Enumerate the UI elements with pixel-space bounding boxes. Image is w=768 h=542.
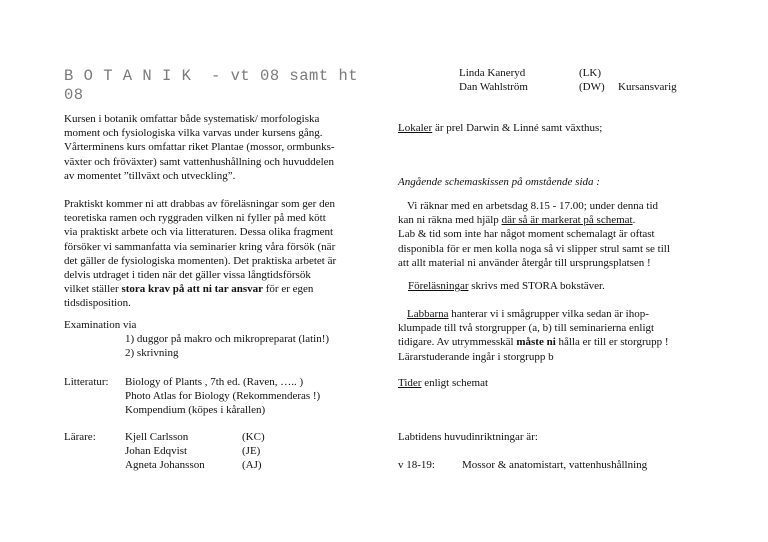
workday-paragraph — [398, 199, 718, 270]
times-line — [398, 376, 488, 390]
teacher-name: Kjell Carlsson — [125, 431, 189, 443]
method-line: delvis utdraget i tiden när det gäller vissa långtidsförsök — [64, 269, 311, 282]
literature-label: Litteratur: — [64, 376, 109, 388]
schedule-heading: Angående schemaskissen på omstående sida : — [398, 176, 600, 188]
lectures-text: skrivs med STORA bokstäver. — [468, 280, 605, 292]
method-text: för er egen — [263, 283, 314, 296]
week-label: v 18-19: — [398, 459, 435, 471]
staff-abbr: (LK) — [579, 67, 601, 79]
workday-line: att allt material ni använder återgår till ursprungsplatsen ! — [398, 256, 651, 269]
lectures-line — [408, 279, 605, 293]
must-emphasis: måste ni — [516, 336, 556, 349]
lectures-label: Föreläsningar — [408, 280, 469, 292]
workday-line: Lab & tid som inte har något moment schemalagt är oftast — [398, 228, 655, 241]
teacher-name: Johan Edqvist — [125, 445, 188, 457]
staff-role: Kursansvarig — [618, 81, 677, 93]
method-line: teoretiska ramen och ryggraden vilken ni fyller på med kött — [64, 212, 326, 225]
intro-line: växter och fröväxter) samt vattenhushållning och huvuddelen — [64, 155, 335, 168]
staff-abbr: (DW) — [579, 81, 605, 93]
method-line: via praktiskt arbete och via litteraturen. Dessa olika fragment — [64, 226, 334, 239]
responsibility-emphasis: stora krav på att ni tar ansvar — [121, 283, 264, 296]
literature-item: Biology of Plants , 7th ed. (Raven, ….. ) — [125, 376, 304, 388]
labs-label: Labbarna — [407, 308, 449, 320]
teachers-label: Lärare: — [64, 431, 96, 443]
workday-line: Vi räknar med en arbetsdag 8.15 - 17.00; under denna tid — [407, 200, 659, 212]
intro-line: Kursen i botanik omfattar både systematisk/ morfologiska — [64, 113, 320, 125]
intro-line: Vårterminens kurs omfattar riket Plantae (mossor, ormbunks- — [64, 141, 335, 154]
schedule-marked-emphasis: där så är markerat på schemat — [501, 214, 633, 227]
week-text: Mossor & anatomistart, vattenhushållning — [462, 459, 648, 471]
workday-text: . — [632, 214, 636, 227]
labs-paragraph — [398, 307, 718, 364]
staff-name: Linda Kaneryd — [459, 67, 526, 79]
method-line: Praktiskt kommer ni att drabbas av föreläsningar som ger den — [64, 198, 335, 210]
workday-line: disponibla för er men kolla noga så vi slipper strul samt se till — [398, 242, 670, 255]
document-title: B O T A N I K - vt 08 samt ht 08 — [64, 67, 368, 104]
locales-label: Lokaler — [398, 122, 433, 134]
method-line: det gäller de fysiologiska momenten). Det praktiska arbetet är — [64, 254, 337, 267]
teacher-abbr: (JE) — [242, 445, 261, 457]
times-label: Tider — [398, 377, 422, 389]
locales-text: är prel Darwin & Linné samt växthus; — [432, 122, 603, 134]
labs-line — [398, 335, 718, 349]
method-line: försöker vi sammanfatta via seminarier kring våra försök (när — [64, 240, 336, 253]
method-text: vilket ställer — [64, 283, 122, 296]
exam-item: 2) skrivning — [125, 347, 179, 359]
staff-name: Dan Wahlström — [459, 81, 528, 93]
labs-text: hålla er till er storgrupp ! — [555, 336, 669, 349]
teacher-name: Agneta Johansson — [125, 459, 205, 471]
labs-line: Lärarstuderande ingår i storgrupp b — [398, 350, 554, 363]
labs-text: hanterar vi i smågrupper vilka sedan är ihop- — [448, 308, 649, 320]
times-text: enligt schemat — [421, 377, 489, 389]
exam-item: 1) duggor på makro och mikropreparat (latin!) — [125, 333, 330, 345]
method-line: tidsdisposition. — [64, 297, 131, 310]
workday-text: kan ni räkna med hjälp — [398, 214, 502, 227]
lab-directions-heading: Labtidens huvudinriktningar är: — [398, 431, 538, 443]
intro-line: moment och fysiologiska vilka varvas under kursens gång. — [64, 127, 323, 140]
intro-paragraph — [64, 112, 394, 183]
workday-line — [398, 213, 718, 227]
locales-line — [398, 121, 602, 135]
teacher-abbr: (KC) — [242, 431, 265, 443]
literature-item: Photo Atlas for Biology (Rekommenderas !) — [125, 390, 321, 402]
intro-line: av momentet ”tillväxt och utveckling”. — [64, 169, 236, 182]
labs-line — [398, 307, 718, 321]
exam-label: Examination via — [64, 319, 137, 331]
literature-item: Kompendium (köpes i kårallen) — [125, 404, 266, 416]
labs-text: tidigare. Av utrymmesskäl — [398, 336, 517, 349]
teacher-abbr: (AJ) — [242, 459, 262, 471]
method-line — [64, 282, 394, 296]
labs-line: klumpade till två storgrupper (a, b) till seminarierna enligt — [398, 322, 655, 335]
method-paragraph — [64, 197, 394, 311]
